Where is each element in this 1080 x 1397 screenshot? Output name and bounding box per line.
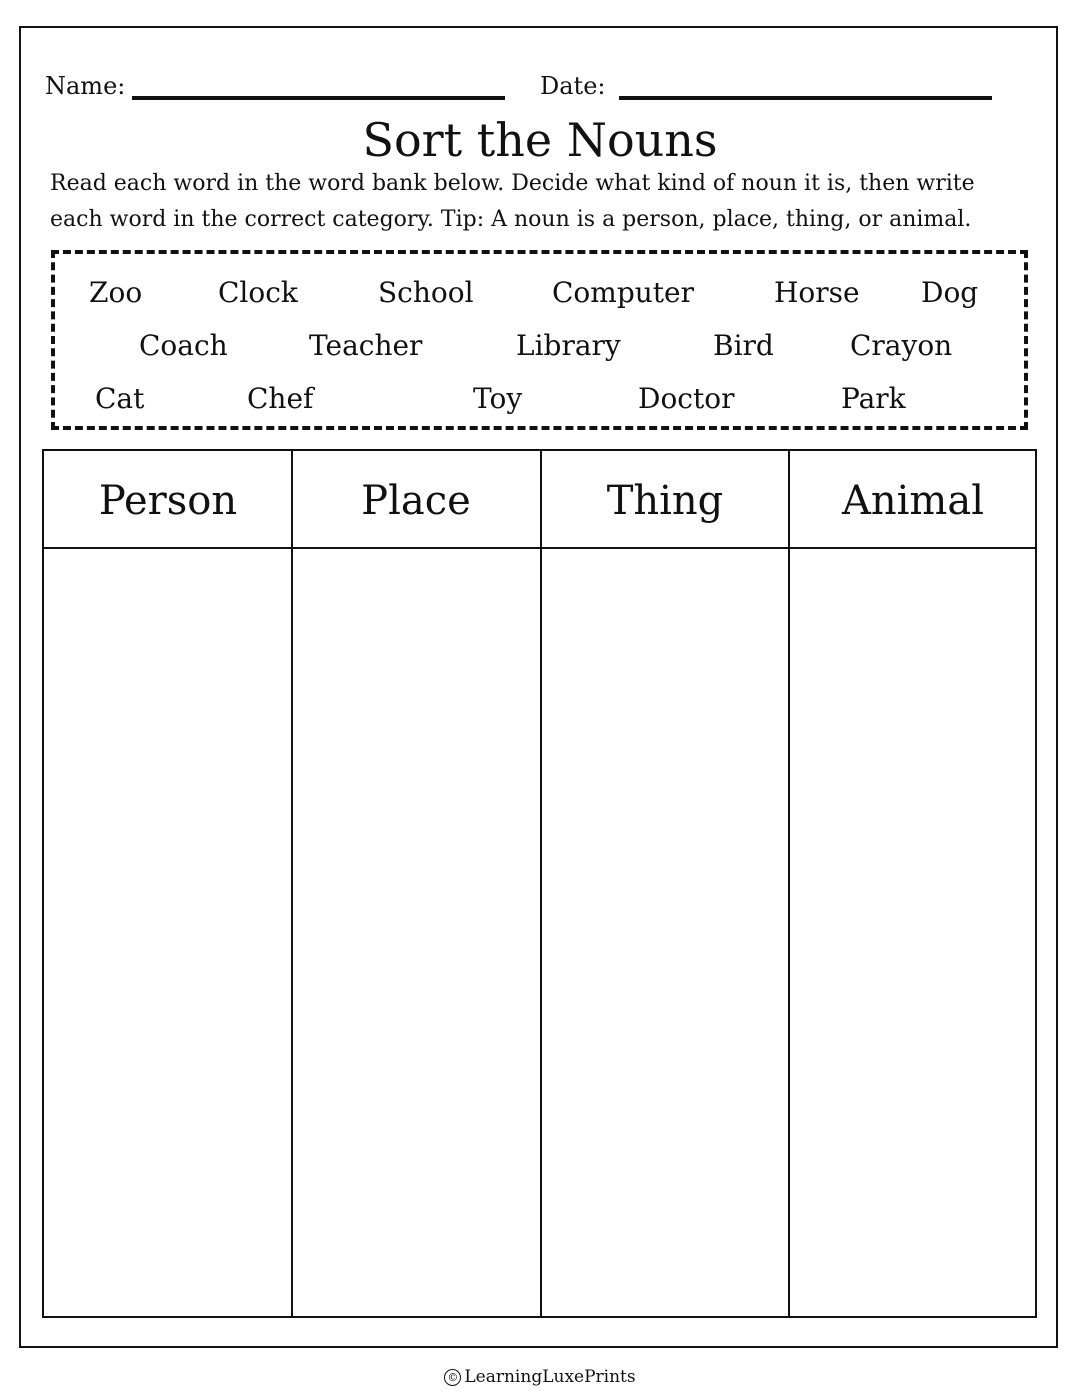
answer-cell-place[interactable] [293, 549, 539, 1316]
word-bank-word: Clock [218, 276, 298, 309]
date-label: Date: [540, 72, 606, 100]
instructions-line-1: Read each word in the word bank below. Decide what kind of noun it is, then write [50, 171, 975, 196]
word-bank-word: Computer [552, 276, 694, 309]
word-bank-word: Teacher [309, 329, 423, 362]
column-header-place: Place [361, 478, 471, 524]
name-line [132, 96, 505, 100]
column-header-thing: Thing [606, 478, 724, 524]
name-label: Name: [45, 72, 126, 100]
sorting-table [42, 449, 1037, 1318]
column-header-animal: Animal [841, 478, 984, 524]
word-bank-word: Doctor [638, 382, 735, 415]
word-bank-word: Bird [713, 329, 774, 362]
worksheet-title: Sort the Nouns [362, 113, 718, 167]
answer-cell-person[interactable] [44, 549, 290, 1316]
word-bank-word: School [378, 276, 474, 309]
word-bank-word: Library [516, 329, 621, 362]
answer-cell-animal[interactable] [790, 549, 1036, 1316]
word-bank-word: Coach [139, 329, 228, 362]
word-bank [51, 250, 1028, 430]
word-bank-word: Zoo [89, 276, 143, 309]
word-bank-word: Dog [921, 276, 979, 309]
date-line [619, 96, 992, 100]
word-bank-word: Chef [247, 382, 314, 415]
word-bank-word: Park [841, 382, 906, 415]
copyright-icon: © [444, 1369, 461, 1386]
word-bank-word: Cat [95, 382, 145, 415]
word-bank-word: Crayon [850, 329, 953, 362]
word-bank-word: Toy [473, 382, 523, 415]
instructions [50, 166, 1040, 238]
footer-credit-text: LearningLuxePrints [464, 1367, 636, 1387]
answer-cell-thing[interactable] [542, 549, 788, 1316]
column-header-person: Person [98, 478, 238, 524]
instructions-line-2: each word in the correct category. Tip: A noun is a person, place, thing, or animal. [50, 207, 972, 232]
word-bank-word: Horse [774, 276, 860, 309]
footer-credit [0, 1366, 1080, 1388]
